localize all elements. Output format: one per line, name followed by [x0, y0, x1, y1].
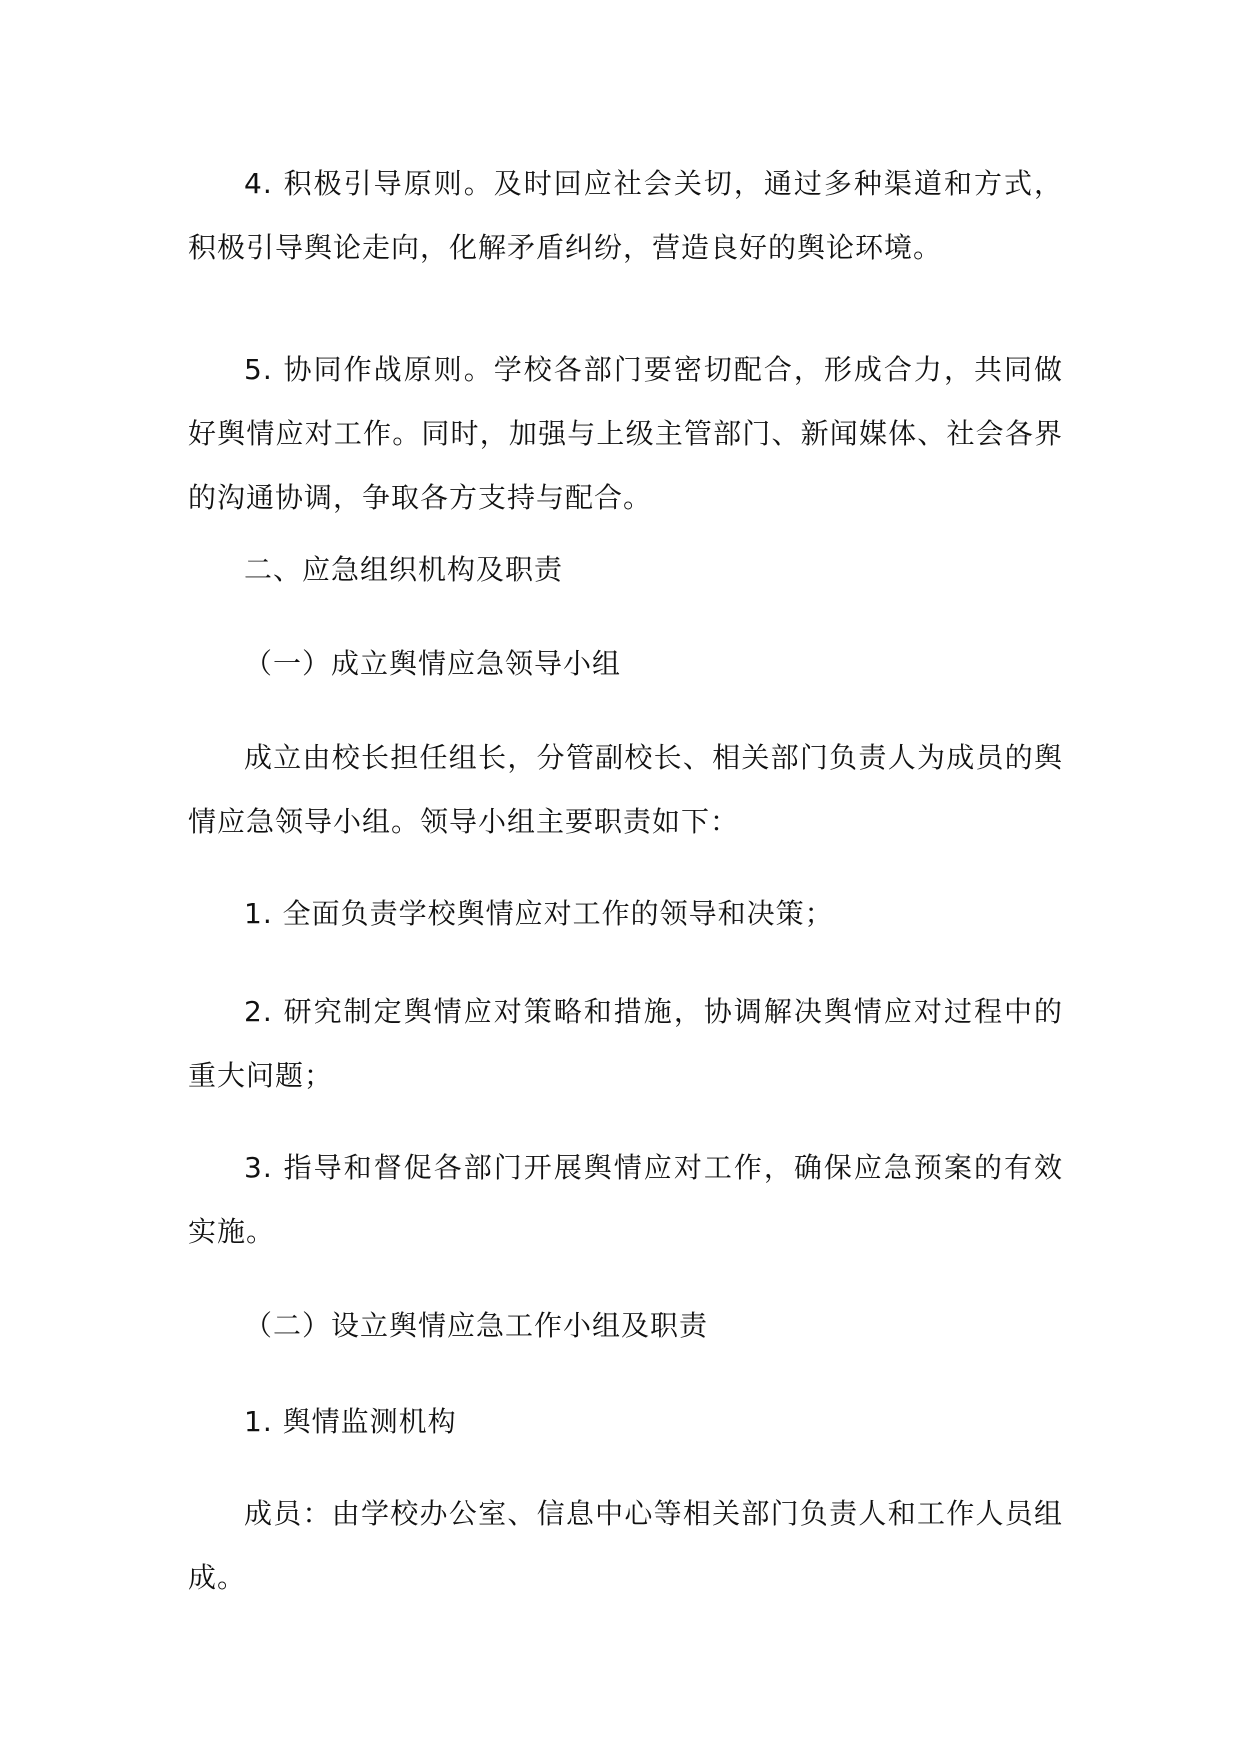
- list-item-duty-2: 2. 研究制定舆情应对策略和措施，协调解决舆情应对过程中的重大问题；: [188, 995, 1063, 1092]
- paragraph-members: 成员：由学校办公室、信息中心等相关部门负责人和工作人员组成。: [188, 1497, 1063, 1594]
- paragraph-leadership-group: 成立由校长担任组长，分管副校长、相关部门负责人为成员的舆情应急领导小组。领导小组主要职责如下：: [188, 741, 1063, 838]
- section-heading-2: 二、应急组织机构及职责: [244, 553, 564, 586]
- subsection-heading-2: （二）设立舆情应急工作小组及职责: [244, 1309, 709, 1342]
- list-item-monitoring-agency: 1. 舆情监测机构: [244, 1405, 457, 1438]
- paragraph-principle-5: 5. 协同作战原则。学校各部门要密切配合，形成合力，共同做好舆情应对工作。同时，加强与上级主管部门、新闻媒体、社会各界的沟通协调，争取各方支持与配合。: [188, 353, 1063, 514]
- list-item-duty-3: 3. 指导和督促各部门开展舆情应对工作，确保应急预案的有效实施。: [188, 1151, 1063, 1248]
- paragraph-principle-4: 4. 积极引导原则。及时回应社会关切，通过多种渠道和方式，积极引导舆论走向，化解矛盾纠纷，营造良好的舆论环境。: [188, 167, 1063, 264]
- subsection-heading-1: （一）成立舆情应急领导小组: [244, 647, 622, 680]
- list-item-duty-1: 1. 全面负责学校舆情应对工作的领导和决策；: [244, 897, 834, 930]
